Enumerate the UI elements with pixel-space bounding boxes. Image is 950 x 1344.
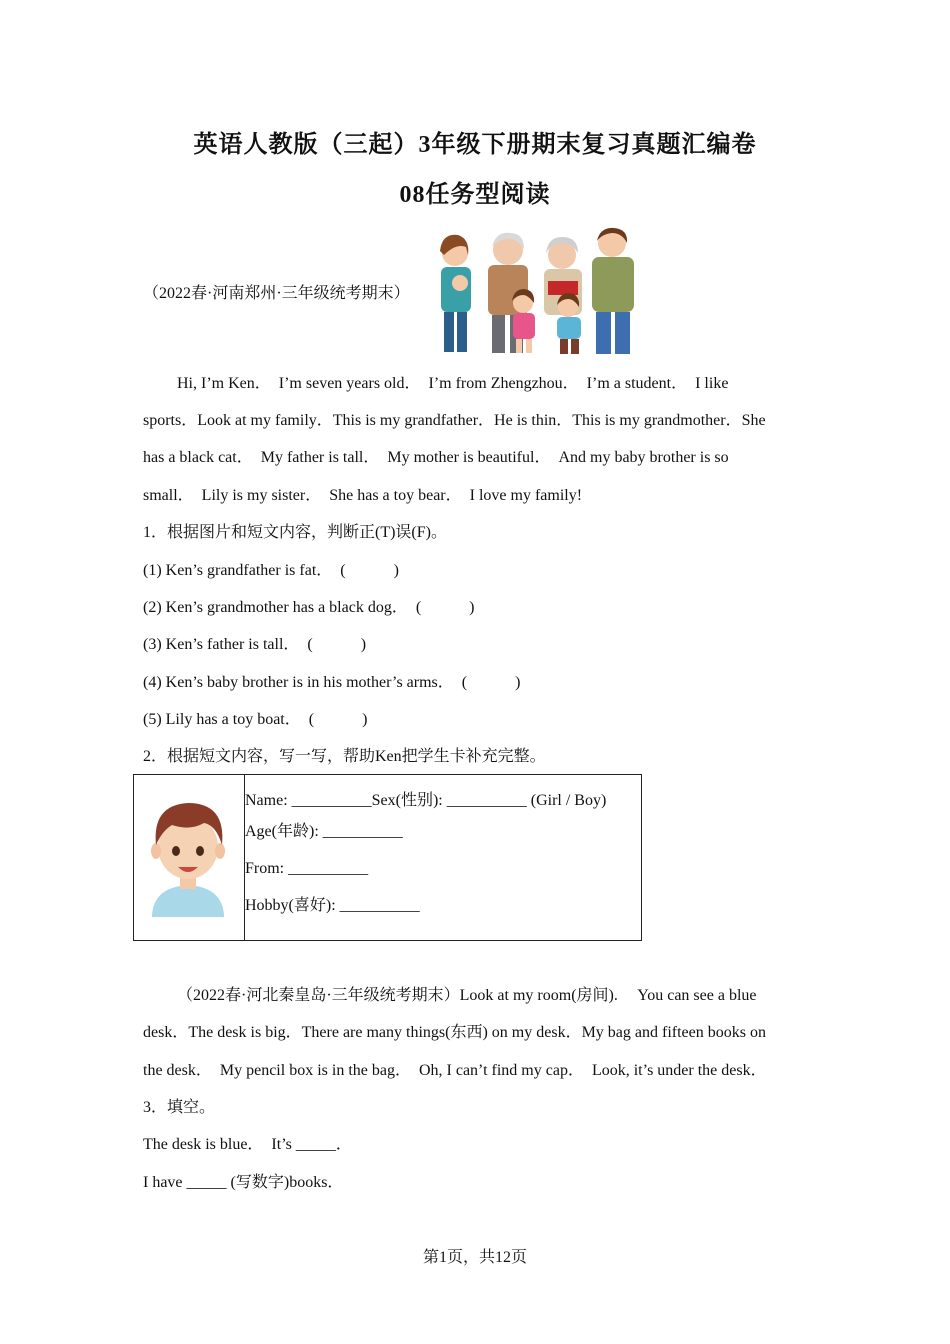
page-title: 英语人教版（三起）3年级下册期末复习真题汇编卷 [193,132,757,158]
mother-figure [440,235,471,352]
q3-item-2: I have _____ (写数字)books． [143,1174,344,1191]
passage2-line-2: desk．The desk is big．There are many things(东西) on my desk．My bag and fifteen books on [143,1024,766,1041]
passage1-source: （2022春·河南郑州·三年级统考期末） [143,285,410,302]
card-age-field: Age(年龄): __________ [245,823,403,840]
passage1-line-3: has a black cat． My father is tall． My mother is beautiful． And my baby brother is so [143,449,729,466]
page-footer: 第1页，共12页 [422,1249,527,1266]
passage2-line-3: the desk． My pencil box is in the bag． Oh, I can’t find my cap． Look, it’s under the desk． [143,1062,767,1079]
student-card [133,774,642,941]
q1-item-1: (1) Ken’s grandfather is fat． ( ) [143,562,399,579]
q1-item-5: (5) Lily has a toy boat． ( ) [143,711,368,728]
student-card-photo [134,775,245,941]
card-hobby-field: Hobby(喜好): __________ [245,897,420,914]
passage1-line-2: sports．Look at my family．This is my grandfather．He is thin．This is my grandmother．She [143,412,766,429]
page-subtitle: 08任务型阅读 [399,182,551,208]
card-name-field: Name: __________Sex(性别): __________ (Girl / Boy) [245,792,607,809]
father-figure [592,228,634,354]
card-from-field: From: __________ [245,860,369,877]
q1-item-3: (3) Ken’s father is tall． ( ) [143,636,367,653]
passage1-line-4: small． Lily is my sister． She has a toy bear． I love my family! [143,487,583,504]
q3-item-1: The desk is blue． It’s _____． [143,1136,352,1153]
student-card-fields [245,775,642,941]
family-illustration [430,225,652,357]
q3-instruction: 3．填空。 [143,1099,216,1116]
passage1-line-1: Hi, I’m Ken． I’m seven years old． I’m from Zhengzhou． I’m a student． I like [177,375,729,392]
q2-instruction: 2．根据短文内容，写一写，帮助Ken把学生卡补充完整。 [143,748,546,765]
ken-figure [557,293,581,354]
passage2-line-1: （2022春·河北秦皇岛·三年级统考期末）Look at my room(房间). You can see a blue [177,987,757,1004]
q1-instruction: 1．根据图片和短文内容，判断正(T)误(F)。 [143,524,447,541]
q1-item-4: (4) Ken’s baby brother is in his mother’s arms． ( ) [143,674,521,691]
boy-avatar [134,775,242,935]
q1-item-2: (2) Ken’s grandmother has a black dog． ( ) [143,599,475,616]
